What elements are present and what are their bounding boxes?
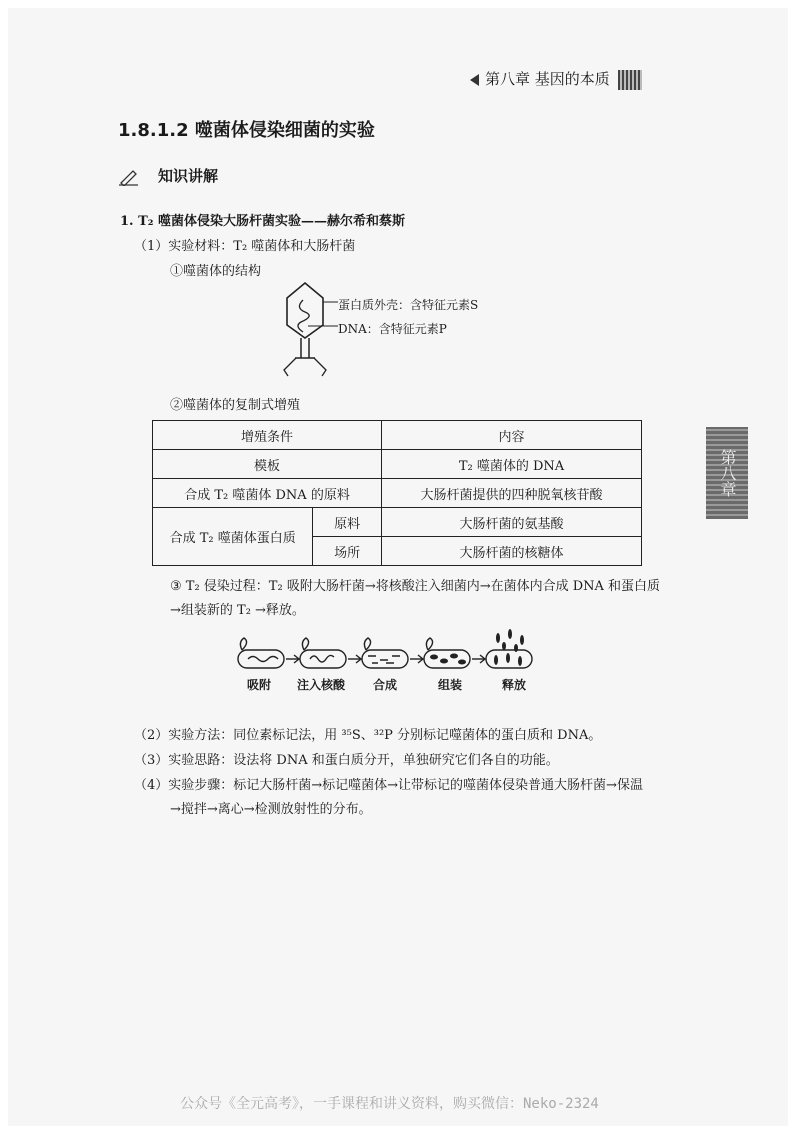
table-header-cell: 内容 [382,421,642,450]
idea-line: （3）实验思路：设法将 DNA 和蛋白质分开，单独研究它们各自的功能。 [134,753,559,768]
left-triangle-icon [470,74,479,86]
pencil-icon [118,168,140,186]
method-line: （2）实验方法：同位素标记法，用 ³⁵S、³²P 分别标记噬菌体的蛋白质和 DNA。 [134,728,602,743]
table-cell: 大肠杆菌的氨基酸 [382,508,642,537]
material-line: （1）实验材料：T₂ 噬菌体和大肠杆菌 [134,239,356,254]
infection-flow-diagram [232,628,544,674]
table-row [153,450,642,479]
footer-watermark: 公众号《全元高考》，一手课程和讲义资料，购买微信：Neko-2324 [180,1096,599,1112]
table-cell: 模板 [153,450,382,479]
chapter-side-tab: 第八章 [706,427,748,519]
structure-label: ①噬菌体的结构 [170,264,262,279]
logo-icon [618,70,642,90]
knowledge-heading [118,165,218,186]
table-cell: 大肠杆菌提供的四种脱氧核苷酸 [382,479,642,508]
table-cell: 场所 [313,537,382,566]
table-cell: T₂ 噬菌体的 DNA [382,450,642,479]
knowledge-title: 知识讲解 [158,167,219,185]
process-line2: →组装新的 T₂ →释放。 [170,603,305,618]
phage-diagram [270,280,340,380]
running-header [470,68,642,90]
table-row [153,508,642,537]
section-title: 1.8.1.2 噬菌体侵染细菌的实验 [118,120,375,141]
table-cell: 合成 T₂ 噬菌体 DNA 的原料 [153,479,382,508]
shell-label: 蛋白质外壳：含特征元素S [338,298,479,312]
steps-line2: →搅拌→离心→检测放射性的分布。 [170,802,372,817]
chapter-title: 第八章 基因的本质 [485,70,610,88]
replication-label: ②噬菌体的复制式增殖 [170,398,301,413]
table-header-cell: 增殖条件 [153,421,382,450]
table-row [153,479,642,508]
replication-table [152,420,642,566]
flow-step-label: 组装 [437,678,462,692]
item1-title: 1. T₂ 噬菌体侵染大肠杆菌实验——赫尔希和蔡斯 [120,214,405,229]
flow-step-label: 释放 [501,678,526,692]
flow-step-label: 合成 [372,678,397,692]
steps-line1: （4）实验步骤：标记大肠杆菌→标记噬菌体→让带标记的噬菌体侵染普通大肠杆菌→保温 [134,778,643,793]
flow-step-label: 吸附 [246,678,271,692]
dna-label: DNA：含特征元素P [338,322,447,336]
process-line1: ③ T₂ 侵染过程：T₂ 吸附大肠杆菌→将核酸注入细菌内→在菌体内合成 DNA 和蛋白质 [170,579,661,594]
table-cell: 原料 [313,508,382,537]
table-cell: 合成 T₂ 噬菌体蛋白质 [153,508,313,566]
flow-step-label: 注入核酸 [296,678,345,692]
table-cell: 大肠杆菌的核糖体 [382,537,642,566]
